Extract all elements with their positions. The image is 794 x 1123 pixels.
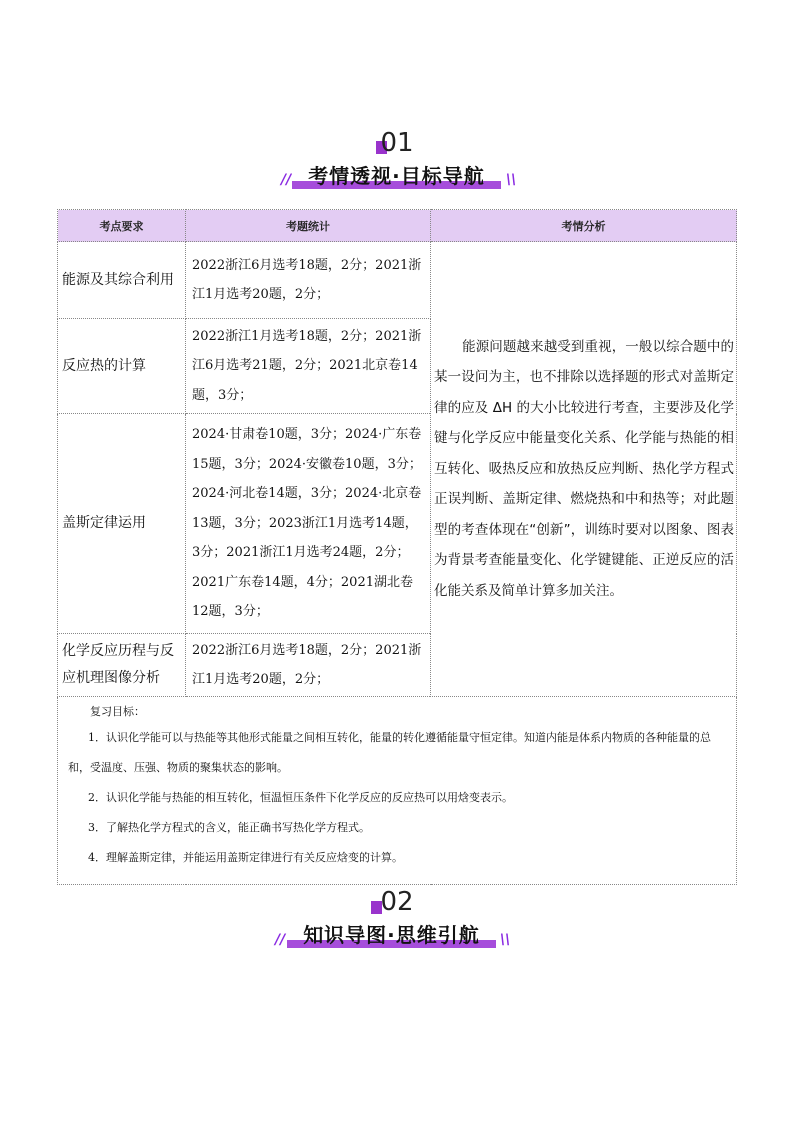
header-analysis: 考情分析 <box>431 210 737 242</box>
topic-cell: 反应热的计算 <box>58 319 186 414</box>
stats-cell: 2022浙江1月选考18题，2分；2021浙江6月选考21题，2分；2021北京卷14题，3分； <box>186 319 431 414</box>
section-number: 01 <box>380 128 414 158</box>
topic-cell: 能源及其综合利用 <box>58 242 186 319</box>
exam-analysis-table <box>57 209 737 885</box>
goal-item: 2．认识化学能与热能的相互转化，恒温恒压条件下化学反应的反应热可以用焓变表示。 <box>88 791 513 804</box>
stats-cell: 2022浙江6月选考18题，2分；2021浙江1月选考20题，2分； <box>186 242 431 319</box>
goals-heading: 复习目标： <box>90 705 145 718</box>
left-decoration: // <box>281 172 292 188</box>
section-number: 02 <box>380 887 414 917</box>
analysis-text: 能源问题越来越受到重视，一般以综合题中的某一设问为主，也不排除以选择题的形式对盖斯定律的应及 ΔH 的大小比较进行考查，主要涉及化学键与化学反应中能量变化关系、化学能与热能的相互转化、吸热反应和放热反应判断、热化学方程式正误判断、盖斯定律、燃烧热和中和热等；对此题型的考查体现在“创新”，训练时要对以图象、图表为背景考查能量变化、化学键键能、正逆反应的活化能关系及简单计算多加关注。 <box>434 338 734 599</box>
topic-cell: 盖斯定律运用 <box>58 414 186 634</box>
left-decoration: // <box>275 932 286 948</box>
table-header-row <box>58 210 737 242</box>
right-decoration: \\ <box>500 932 511 948</box>
stats-cell: 2022浙江6月选考18题，2分；2021浙江1月选考20题，2分； <box>186 634 431 697</box>
section-title-bar <box>287 922 496 948</box>
section-title: 考情透视·目标导航 <box>308 164 485 188</box>
analysis-cell <box>431 242 737 697</box>
section-title-bar <box>292 163 501 189</box>
topic-cell: 化学反应历程与反应机理图像分析 <box>58 634 186 697</box>
goals-row <box>58 697 737 885</box>
header-topic: 考点要求 <box>58 210 186 242</box>
goal-item: 4．理解盖斯定律，并能运用盖斯定律进行有关反应焓变的计算。 <box>88 851 403 864</box>
table-row <box>58 242 737 319</box>
stats-cell: 2024·甘肃卷10题，3分；2024·广东卷15题，3分；2024·安徽卷10题，3分；2024·河北卷14题，3分；2024·北京卷13题，3分；2023浙江1月选考14题，3分；2021浙江1月选考24题，2分；2021广东卷14题，4分；2021湖北卷12题，3分； <box>186 414 431 634</box>
goal-item: 1．认识化学能可以与热能等其他形式能量之间相互转化，能量的转化遵循能量守恒定律。知道内能是体系内物质的各种能量的总和，受温度、压强、物质的聚集状态的影响。 <box>68 731 711 774</box>
section-title: 知识导图·思维引航 <box>303 923 480 947</box>
right-decoration: \\ <box>506 172 517 188</box>
review-goals-cell <box>58 697 737 885</box>
header-stats: 考题统计 <box>186 210 431 242</box>
goal-item: 3．了解热化学方程式的含义，能正确书写热化学方程式。 <box>88 821 370 834</box>
